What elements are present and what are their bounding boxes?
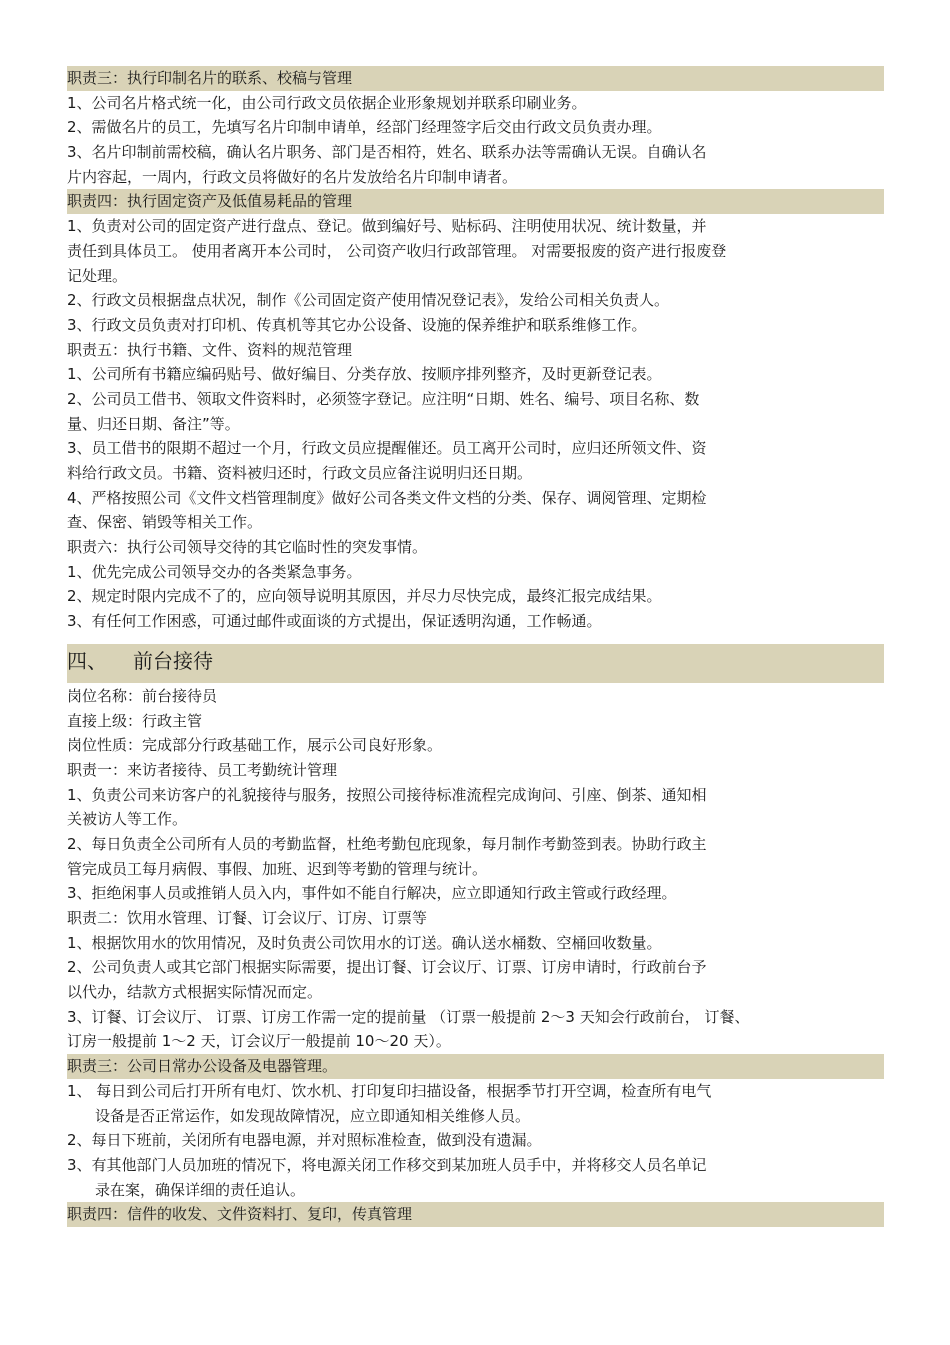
text-line: 以代办，结款方式根据实际情况而定。 xyxy=(67,983,323,1002)
text-line: 责任到具体员工。 使用者离开本公司时， 公司资产收归行政部管理。 对需要报废的资产进行报废登 xyxy=(67,241,727,260)
text-line: 2、规定时限内完成不了的，应向领导说明其原因，并尽力尽快完成，最终汇报完成结果。 xyxy=(67,587,662,606)
duty-heading: 职责四：执行固定资产及低值易耗品的管理 xyxy=(67,189,884,214)
text-line: 量、归还日期、备注”等。 xyxy=(67,414,240,433)
text-line: 2、每日下班前，关闭所有电器电源，并对照标准检查，做到没有遗漏。 xyxy=(67,1131,542,1150)
text-line: 职责二：饮用水管理、订餐、订会议厅、订房、订票等 xyxy=(67,909,428,927)
text-line: 职责一：来访者接待、员工考勤统计管理 xyxy=(67,760,338,779)
text-line: 记处理。 xyxy=(67,266,128,285)
text-line: 管完成员工每月病假、事假、加班、迟到等考勤的管理与统计。 xyxy=(67,859,488,878)
text-line: 1、根据饮用水的饮用情况，及时负责公司饮用水的订送。确认送水桶数、空桶回收数量。 xyxy=(67,933,662,952)
text-line: 1、负责对公司的固定资产进行盘点、登记。做到编好号、贴标码、注明使用状况、统计数量，并 xyxy=(67,217,707,236)
text-line: 职责五：执行书籍、文件、资料的规范管理 xyxy=(67,340,353,359)
text-line: 1、 每日到公司后打开所有电灯、饮水机、打印复印扫描设备，根据季节打开空调，检查所有电气 xyxy=(67,1081,712,1100)
text-line: 2、公司负责人或其它部门根据实际需要，提出订餐、订会议厅、订票、订房申请时，行政前台予 xyxy=(67,958,707,977)
duties-continued xyxy=(67,66,884,634)
text-line: 4、严格按照公司《文件文档管理制度》做好公司各类文件文档的分类、保存、调阅管理、定期检 xyxy=(67,488,707,507)
text-line: 1、公司所有书籍应编码贴号、做好编目、分类存放、按顺序排列整齐，及时更新登记表。 xyxy=(67,365,662,384)
text-line: 3、员工借书的限期不超过一个月，行政文员应提醒催还。员工离开公司时，应归还所领文件、资 xyxy=(67,439,707,458)
text-line: 3、行政文员负责对打印机、传真机等其它办公设备、设施的保养维护和联系维修工作。 xyxy=(67,315,647,334)
text-line: 岗位性质：完成部分行政基础工作，展示公司良好形象。 xyxy=(67,736,443,755)
text-line: 3、名片印制前需校稿，确认名片职务、部门是否相符，姓名、联系办法等需确认无误。自确认名 xyxy=(67,143,707,162)
section-four-heading xyxy=(67,644,884,683)
text-line: 1、负责公司来访客户的礼貌接待与服务，按照公司接待标准流程完成询问、引座、倒茶、通知相 xyxy=(67,785,707,804)
text-line: 查、保密、销毁等相关工作。 xyxy=(67,513,263,532)
section-four-number: 四、 xyxy=(67,648,107,673)
text-line: 直接上级：行政主管 xyxy=(67,711,203,730)
text-line: 片内容起，一周内，行政文员将做好的名片发放给名片印制申请者。 xyxy=(67,167,518,186)
text-line: 2、行政文员根据盘点状况，制作《公司固定资产使用情况登记表》，发给公司相关负责人。 xyxy=(67,291,670,310)
text-line: 关被访人等工作。 xyxy=(67,810,188,829)
duty-heading: 职责三：执行印制名片的联系、校稿与管理 xyxy=(67,66,884,91)
text-line: 职责六：执行公司领导交待的其它临时性的突发事情。 xyxy=(67,538,428,557)
duty-heading: 职责四：信件的收发、文件资料打、复印，传真管理 xyxy=(67,1202,884,1227)
text-line: 料给行政文员。书籍、资料被归还时，行政文员应备注说明归还日期。 xyxy=(67,464,533,482)
text-line: 录在案，确保详细的责任追认。 xyxy=(95,1180,306,1199)
section-four-title: 前台接待 xyxy=(133,648,213,673)
duty-heading: 职责三：公司日常办公设备及电器管理。 xyxy=(67,1054,884,1079)
text-line: 1、公司名片格式统一化，由公司行政文员依据企业形象规划并联系印刷业务。 xyxy=(67,93,587,112)
text-line: 3、有其他部门人员加班的情况下，将电源关闭工作移交到某加班人员手中，并将移交人员名单记 xyxy=(67,1155,707,1174)
text-line: 3、订餐、订会议厅、 订票、订房工作需一定的提前量 （订票一般提前 2～3 天知会行政前台， 订餐、 xyxy=(67,1007,750,1026)
reception-duties xyxy=(67,684,884,1227)
text-line: 3、拒绝闲事人员或推销人员入内，事件如不能自行解决，应立即通知行政主管或行政经理。 xyxy=(67,884,677,903)
text-line: 3、有任何工作困惑，可通过邮件或面谈的方式提出，保证透明沟通，工作畅通。 xyxy=(67,612,602,631)
text-line: 1、优先完成公司领导交办的各类紧急事务。 xyxy=(67,562,362,581)
text-line: 岗位名称：前台接待员 xyxy=(67,686,218,705)
text-line: 订房一般提前 1～2 天，订会议厅一般提前 10～20 天）。 xyxy=(67,1032,451,1051)
text-line: 2、每日负责全公司所有人员的考勤监督，杜绝考勤包庇现象，每月制作考勤签到表。协助行政主 xyxy=(67,834,707,853)
document-body xyxy=(67,66,884,1227)
text-line: 2、需做名片的员工，先填写名片印制申请单，经部门经理签字后交由行政文员负责办理。 xyxy=(67,118,662,137)
text-line: 2、公司员工借书、领取文件资料时，必须签字登记。应注明“日期、姓名、编号、项目名称、数 xyxy=(67,389,700,408)
text-line: 设备是否正常运作，如发现故障情况，应立即通知相关维修人员。 xyxy=(95,1106,531,1125)
